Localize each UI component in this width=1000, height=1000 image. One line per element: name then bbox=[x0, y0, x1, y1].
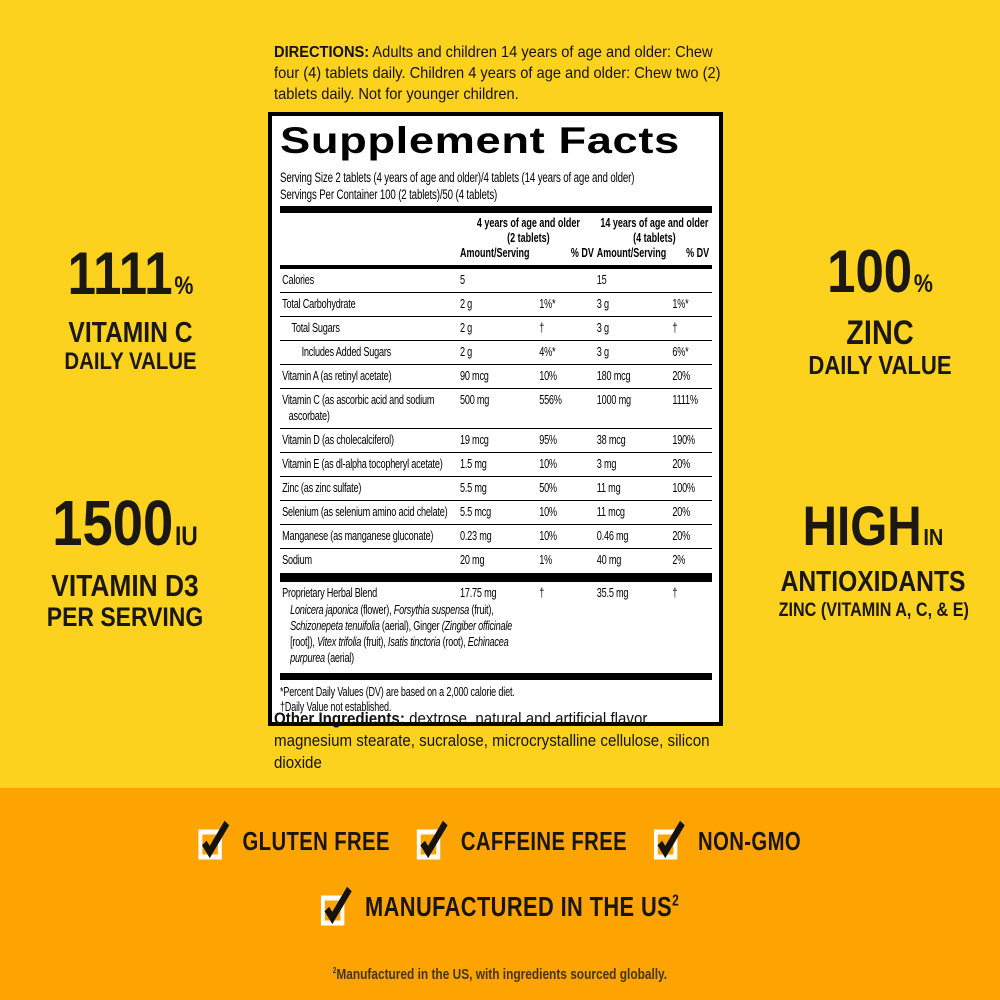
nutrient-a2: 40 mg bbox=[596, 552, 622, 567]
plant-part: (aerial), Ginger bbox=[379, 618, 442, 633]
nutrient-dv1: † bbox=[539, 585, 545, 600]
claim-line1: ZINC bbox=[846, 314, 914, 352]
claim-zinc bbox=[775, 238, 985, 380]
nutrient-row bbox=[280, 388, 712, 428]
nutrient-name: Vitamin D (as cholecalciferol) bbox=[282, 432, 394, 447]
nutrient-name: Manganese (as manganese gluconate) bbox=[282, 528, 434, 543]
nutrient-dv2: 20% bbox=[672, 368, 691, 383]
divider-thick bbox=[280, 573, 712, 582]
nutrient-dv2: 20% bbox=[672, 528, 691, 543]
badge-label: MANUFACTURED IN THE $US^2$ bbox=[365, 891, 680, 922]
divider-thick bbox=[280, 673, 712, 680]
nutrient-row bbox=[280, 292, 712, 316]
nutrient-a1: 2 g bbox=[460, 320, 473, 335]
badge-label: CAFFEINE FREE bbox=[461, 826, 628, 856]
claim-unit: % bbox=[174, 272, 194, 300]
botanical-name: Forsythia suspensa bbox=[393, 602, 470, 617]
nutrient-a1: 19 mcg bbox=[460, 432, 489, 447]
nutrient-dv1 bbox=[539, 272, 597, 288]
nutrient-name: Includes Added Sugars bbox=[301, 344, 392, 359]
nutrient-a1: 20 mg bbox=[460, 552, 485, 567]
checkbox-icon bbox=[654, 818, 687, 860]
claim-line2: PER SERVING bbox=[46, 602, 204, 632]
claim-value: HIGH bbox=[802, 494, 922, 557]
claim-line2: ZINC (VITAMIN A, C, & E) bbox=[778, 600, 969, 621]
nutrient-dv1: 4%* bbox=[539, 344, 556, 359]
botanical-name: Schizonepeta tenuifolia bbox=[290, 618, 380, 633]
plant-part: [root]), bbox=[290, 634, 318, 649]
nutrient-a1: 17.75 mg bbox=[460, 585, 497, 600]
nutrient-dv2: † bbox=[672, 320, 678, 335]
botanical-name: Vitex trifolia bbox=[317, 634, 362, 649]
other-ingredients-label: Other Ingredients: bbox=[274, 710, 405, 728]
plant-part: (aerial) bbox=[324, 650, 354, 665]
badge-label: GLUTEN FREE bbox=[242, 826, 391, 856]
directions-text: Adults and children 14 years of age and older: Chew four (4) tablets daily. Children 4 years of age and older: Chew two (2) tablets daily. Not for younger children. bbox=[274, 44, 721, 103]
nutrient-a1: 90 mcg bbox=[460, 368, 489, 383]
nutrient-a2: 3 g bbox=[596, 344, 609, 359]
herbal-blend-detail bbox=[280, 602, 513, 671]
nutrient-a1: 2 g bbox=[460, 296, 473, 311]
badge-caffeine-free bbox=[417, 818, 628, 860]
nutrient-a2: 11 mg bbox=[596, 480, 621, 495]
dv-header: % DV bbox=[686, 246, 710, 260]
nutrient-dv1: † bbox=[539, 320, 545, 335]
nutrient-dv1: 10% bbox=[539, 528, 557, 543]
dv-header: % DV bbox=[570, 246, 594, 260]
superscript: 2 bbox=[672, 892, 680, 910]
nutrient-dv2: 6%* bbox=[672, 344, 689, 359]
badge-row-top bbox=[0, 818, 1000, 865]
nutrient-row bbox=[280, 316, 712, 340]
nutrient-dv1: 556% bbox=[539, 392, 562, 407]
divider-thick bbox=[280, 206, 712, 213]
nutrient-name: Calories bbox=[282, 272, 314, 287]
nutrient-dv1: 10% bbox=[539, 456, 557, 471]
header-spacer bbox=[280, 216, 460, 261]
nutrient-a1: 5 bbox=[460, 272, 465, 287]
plant-part: (fruit), bbox=[361, 634, 388, 649]
nutrient-dv1: 1%* bbox=[539, 296, 556, 311]
nutrient-dv2: 2% bbox=[672, 552, 686, 567]
servings-per-container: Servings Per Container 100 (2 tablets)/50 (4 tablets) bbox=[280, 186, 498, 202]
footnote-dv: *Percent Daily Values (DV) are based on a 2,000 calorie diet. bbox=[280, 684, 515, 699]
other-ingredients bbox=[274, 708, 729, 774]
facts-rows bbox=[280, 269, 712, 572]
claim-vitamin-d bbox=[10, 487, 240, 632]
badge-label: NON-GMO bbox=[698, 826, 802, 856]
nutrient-a2: 35.5 mg bbox=[596, 585, 629, 600]
nutrient-dv1: 10% bbox=[539, 368, 557, 383]
facts-title: Supplement Facts bbox=[280, 120, 680, 161]
serving-size: Serving Size 2 tablets (4 years of age and older)/4 tablets (14 years of age and older) bbox=[280, 170, 635, 185]
footnote-dagger: †Daily Value not established. bbox=[280, 700, 392, 714]
badge-row-bottom bbox=[0, 884, 1000, 931]
nutrient-dv2: 190% bbox=[672, 432, 695, 447]
claim-vitamin-c bbox=[18, 240, 243, 375]
plant-part: (flower), bbox=[358, 602, 394, 617]
nutrient-name: Total Carbohydrate bbox=[282, 296, 356, 311]
claim-line1: VITAMIN C bbox=[68, 317, 193, 349]
directions-label: DIRECTIONS: bbox=[274, 44, 370, 61]
nutrient-a2: 11 mcg bbox=[596, 504, 625, 519]
facts-header bbox=[280, 213, 712, 265]
nutrient-dv2: 20% bbox=[672, 456, 691, 471]
nutrient-a1: 0.23 mg bbox=[460, 528, 492, 543]
nutrient-a2: 0.46 mg bbox=[596, 528, 629, 543]
nutrient-a2: 180 mcg bbox=[596, 368, 631, 383]
claim-value: 100 bbox=[827, 238, 913, 305]
nutrient-row bbox=[280, 428, 712, 452]
other-ingredients-text: dextrose, natural and artificial flavor, magnesium stearate, sucralose, microcrystalline cellulose, silicon dioxide bbox=[274, 710, 710, 772]
nutrient-dv2: 20% bbox=[672, 504, 691, 519]
checkbox-icon bbox=[417, 818, 450, 860]
nutrient-a1: 500 mg bbox=[460, 392, 490, 407]
nutrient-name: Vitamin C (as ascorbic acid and sodium ascorbate) bbox=[282, 392, 435, 423]
badge-non-gmo bbox=[654, 818, 801, 860]
nutrient-dv2 bbox=[672, 272, 712, 288]
herbal-blend-row bbox=[280, 582, 712, 602]
supplement-facts-panel bbox=[268, 112, 723, 726]
nutrient-a2: 38 mcg bbox=[596, 432, 626, 447]
manufactured-footnote: $^2$Manufactured in the US, with ingredients sourced globally. bbox=[332, 966, 668, 983]
nutrient-row bbox=[280, 500, 712, 524]
claim-line2: DAILY VALUE bbox=[64, 348, 197, 375]
claim-antioxidants bbox=[762, 494, 984, 623]
nutrient-dv2: 100% bbox=[672, 480, 695, 495]
nutrient-name: Sodium bbox=[282, 552, 312, 567]
nutrient-row bbox=[280, 269, 712, 292]
botanical-name: Isatis tinctoria bbox=[387, 634, 441, 649]
nutrient-row bbox=[280, 340, 712, 364]
nutrient-dv1: 10% bbox=[539, 504, 557, 519]
nutrient-row bbox=[280, 452, 712, 476]
botanical-name: Echinacea purpurea bbox=[290, 634, 509, 665]
amount-header: Amount/Serving bbox=[460, 246, 530, 260]
botanical-name: (Zingiber officinale bbox=[441, 618, 513, 633]
claim-line2: DAILY VALUE bbox=[808, 350, 952, 380]
nutrient-dv2: 1%* bbox=[672, 296, 689, 311]
claim-value: 1500 bbox=[52, 487, 174, 559]
nutrient-a1: 5.5 mg bbox=[460, 480, 487, 495]
badge-manufactured bbox=[321, 884, 680, 926]
nutrient-a2: 3 mg bbox=[596, 456, 617, 471]
nutrient-dv1: 95% bbox=[539, 432, 557, 447]
nutrient-row bbox=[280, 524, 712, 548]
age-group-1: 4 years of age and older (2 tablets) Amount/Serving % DV bbox=[460, 216, 597, 261]
age-group-2: 14 years of age and older (4 tablets) Amount/Serving % DV bbox=[597, 216, 712, 261]
claim-unit: IU bbox=[174, 521, 198, 551]
nutrient-row bbox=[280, 364, 712, 388]
nutrient-name: Total Sugars bbox=[291, 320, 340, 335]
nutrient-a2: 3 g bbox=[596, 320, 609, 335]
nutrient-row bbox=[280, 476, 712, 500]
nutrient-name: Zinc (as zinc sulfate) bbox=[282, 480, 362, 495]
nutrient-a1: 2 g bbox=[460, 344, 473, 359]
claim-line1: ANTIOXIDANTS bbox=[780, 566, 966, 598]
directions bbox=[274, 42, 729, 105]
nutrient-name: Vitamin A (as retinyl acetate) bbox=[282, 368, 392, 383]
plant-part: (fruit), bbox=[469, 602, 494, 617]
botanical-name: Lonicera japonica bbox=[290, 602, 359, 617]
nutrient-a1: 5.5 mcg bbox=[460, 504, 491, 519]
checkbox-icon bbox=[321, 884, 354, 926]
nutrient-name: Vitamin E (as dl-alpha tocopheryl acetate) bbox=[282, 456, 443, 471]
nutrient-dv2: † bbox=[672, 585, 678, 600]
claim-unit: % bbox=[913, 270, 933, 298]
claim-unit: IN bbox=[923, 524, 944, 550]
nutrient-name: Proprietary Herbal Blend bbox=[282, 585, 378, 600]
nutrient-dv1: 1% bbox=[539, 552, 552, 567]
nutrient-a2: 15 bbox=[596, 272, 607, 287]
badge-gluten-free bbox=[198, 818, 390, 860]
nutrient-dv2: 1111% bbox=[672, 392, 698, 407]
superscript: 2 bbox=[332, 966, 337, 975]
nutrient-name: Selenium (as selenium amino acid chelate) bbox=[282, 504, 448, 519]
nutrient-a2: 1000 mg bbox=[596, 392, 631, 407]
nutrient-dv1: 50% bbox=[539, 480, 557, 495]
checkbox-icon bbox=[198, 818, 231, 860]
amount-header: Amount/Serving bbox=[596, 246, 667, 260]
claim-value: 1111 bbox=[67, 240, 173, 307]
nutrient-a2: 3 g bbox=[596, 296, 609, 311]
nutrient-a1: 1.5 mg bbox=[460, 456, 487, 471]
claim-line1: VITAMIN D3 bbox=[51, 568, 199, 603]
nutrient-row bbox=[280, 548, 712, 572]
plant-part: (root), bbox=[440, 634, 468, 649]
